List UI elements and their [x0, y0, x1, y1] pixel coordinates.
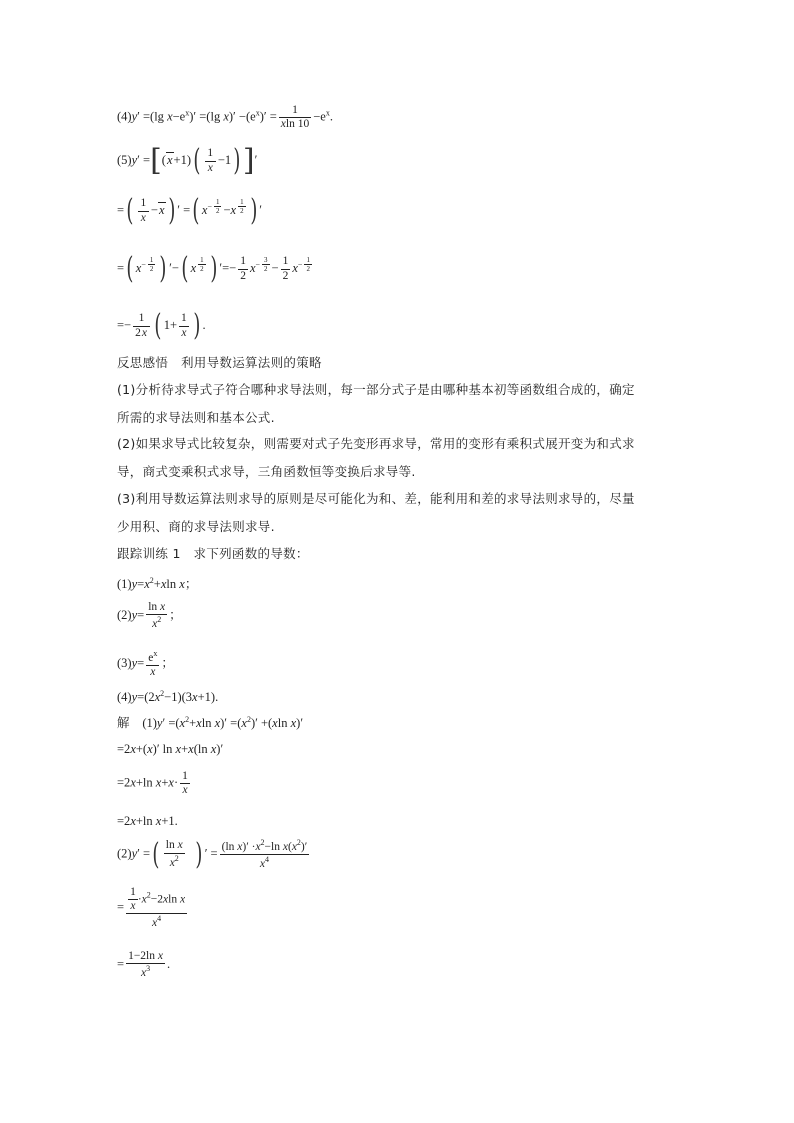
eq-5-step3: =( $x^{- \frac{1}{2}}$ ) ′−( x $^{\frac{1}{2}}$ ) ′=− $\frac{1}{2}$ $x^{- \frac{3}{2}}$ − $\frac{1}{2}$ $x^{- \frac{1}{2}}$	[117, 251, 310, 286]
paragraph-1-line2: 所需的求导法则和基本公式.	[117, 410, 275, 425]
solution-line-1: 解 $(1)y' =(x^2+xln$ $x)' =(x^2)' +(xln$ x)′	[117, 715, 304, 731]
eq-5-step4: =− $\frac{1}{2x}$ ( 1+ $\frac{1}{x}$ ) .	[117, 308, 206, 343]
solution-line-5: (2)y′ =( $\frac{\text{ln x}}{x^2}$ ) ′ = $\frac{(\ln x)' \cdot x^2-\ln x(x^2)'}{x^4}$	[117, 836, 308, 872]
paragraph-2-line2: 导，商式变乘积式求导，三角函数恒等变换后求导等.	[117, 464, 416, 479]
solution-line-3: =2x+ln x+x· $\frac{1}{x}$	[117, 770, 188, 797]
paragraph-3-line2: 少用积、商的求导法则求导.	[117, 519, 275, 534]
eq-5: (5)y′ =[(x+1)( $\frac{1}{x}$ −1)]′	[117, 143, 258, 178]
exercise-heading: 跟踪训练 1 求下列函数的导数：	[117, 546, 309, 561]
solution-line-2: =2x+(x)′ ln x+x(ln x)′	[117, 742, 224, 756]
exercise-item-1: $(1)y=x^2+xln$ x；	[117, 576, 198, 592]
solution-line-6: = $\frac{1}{x}$ $\cdot x^2-2xln$ x $x^4$	[117, 886, 186, 930]
exercise-item-2: (2)y= $\frac{\text{ln x}}{x^2}$ ；	[117, 601, 182, 631]
paragraph-3-line1: (3)利用导数运算法则求导的原则是尽可能化为和、差，能利用和差的求导法则求导的，尽量	[117, 491, 635, 506]
paragraph-1-line1: (1)分析待求导式子符合哪种求导法则，每一部分式子是由哪种基本初等函数组合成的，确定	[117, 382, 635, 397]
solution-line-7: = $\frac{\text{1−2ln x}}{x^3}$ .	[117, 950, 171, 980]
exercise-item-4: $(4)y=(2x^2-1)(3x+1)$.	[117, 689, 219, 705]
exercise-item-3: (3)y= $\frac{e^x}{x}$ ；	[117, 649, 174, 679]
eq-4: (4)y′ =(lg $x-e^x)' =(\lg$ $x)' -(e^x)'$ = $\frac{1}{xln 10}$ $-e^x$.	[117, 104, 333, 131]
solution-line-4: =2x+ln x+1.	[117, 814, 178, 828]
paragraph-2-line1: (2)如果求导式比较复杂，则需要对式子先变形再求导，常用的变形有乘积式展开变为和式求	[117, 436, 635, 451]
section-heading: 反思感悟 利用导数运算法则的策略	[117, 355, 322, 370]
eq-5-step2: =( $\frac{1}{x}$ −x ) ′ =( $x^{- \frac{1}{2}}$ −x $^{\frac{1}{2}}$ ) ′	[117, 193, 263, 228]
